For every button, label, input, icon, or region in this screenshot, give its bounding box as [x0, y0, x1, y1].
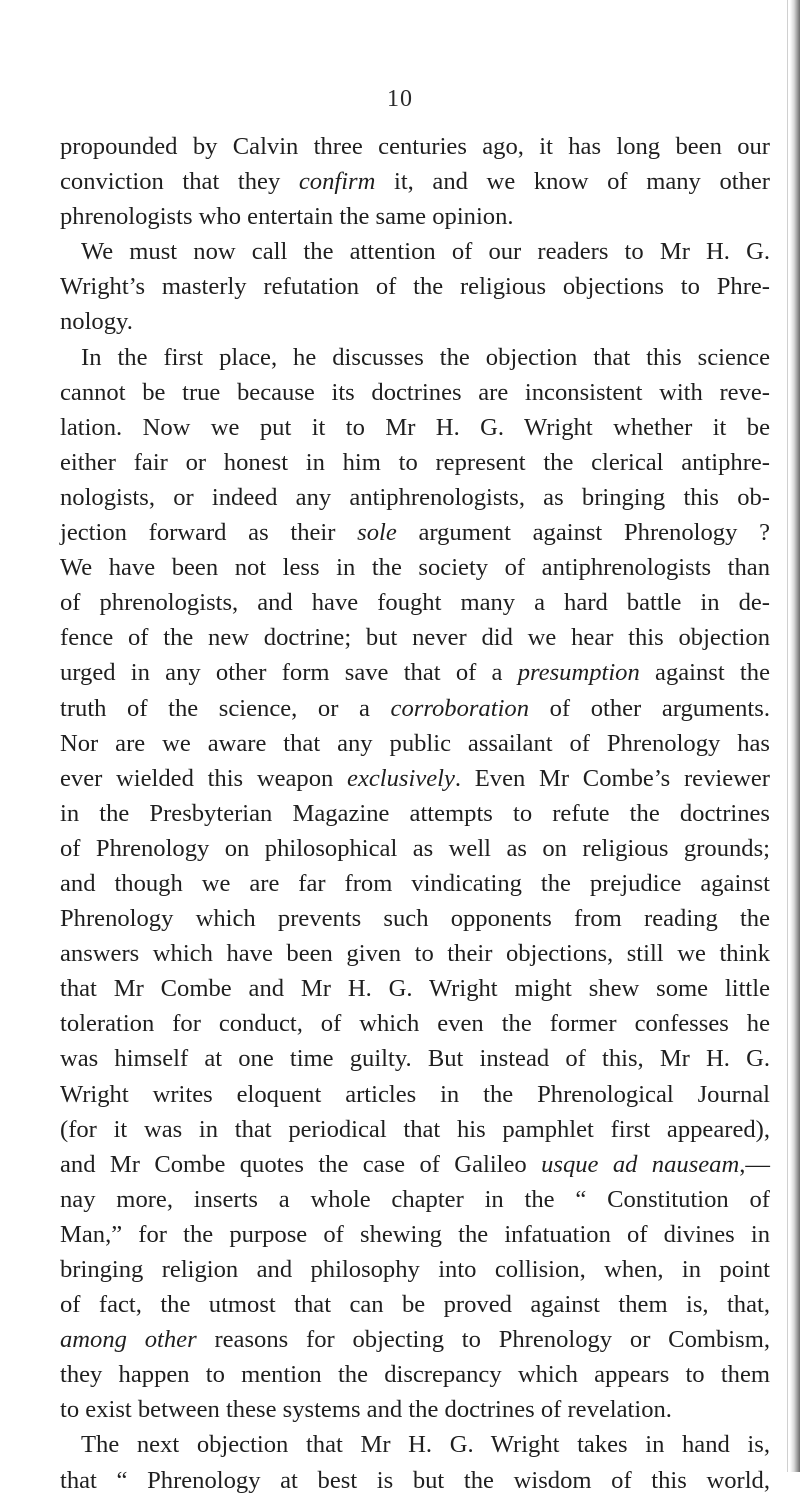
text-line: of phrenologists, and have fought many a hard battle in de-: [60, 589, 770, 617]
text-line: toleration for conduct, of which even the former confesses he: [60, 1010, 770, 1038]
text-line: answers which have been given to their objections, still we think: [60, 940, 770, 968]
italic-emphasis: sole: [357, 519, 397, 547]
text-line: Wright’s masterly refutation of the religious objections to Phre-: [60, 273, 770, 301]
text-line: and though we are far from vindicating the prejudice against: [60, 869, 770, 897]
text-line: was himself at one time guilty. But instead of this, Mr H. G.: [60, 1045, 770, 1073]
text-line: We must now call the attention of our readers to Mr H. G.: [81, 238, 770, 266]
text-line: The next objection that Mr H. G. Wright takes in hand is,: [81, 1431, 770, 1459]
text-line: Phrenology which prevents such opponents from reading the: [60, 905, 770, 933]
text-line: conviction that they confirm it, and we know of many other: [60, 168, 770, 196]
text-line: to exist between these systems and the doctrines of revelation.: [60, 1396, 672, 1424]
italic-emphasis: corroboration: [390, 694, 529, 722]
text-line: nology.: [60, 308, 133, 336]
text-line: among other reasons for objecting to Phrenology or Combism,: [60, 1326, 770, 1354]
text-line: nay more, inserts a whole chapter in the “ Constitution of: [60, 1185, 770, 1213]
text-line: propounded by Calvin three centuries ago, it has long been our: [60, 133, 770, 160]
text-line: phrenologists who entertain the same opinion.: [60, 203, 514, 231]
italic-emphasis: confirm: [298, 168, 376, 196]
text-line: that “ Phrenology at best is but the wisdom of this world,: [60, 1466, 770, 1494]
text-line: and Mr Combe quotes the case of Galileo usque ad nauseam,—: [60, 1150, 770, 1178]
italic-emphasis: presumption: [517, 659, 640, 687]
text-line: of Phrenology on philosophical as well as on religious grounds;: [60, 834, 770, 862]
italic-emphasis: exclusively: [347, 764, 455, 792]
text-line: that Mr Combe and Mr H. G. Wright might shew some little: [60, 975, 770, 1003]
text-line: Wright writes eloquent articles in the Phrenological Journal: [60, 1080, 770, 1108]
text-line: they happen to mention the discrepancy which appears to them: [60, 1361, 770, 1389]
text-line: In the first place, he discusses the objection that this science: [81, 343, 770, 371]
body-text: [60, 129, 770, 1498]
italic-emphasis: among other: [60, 1326, 197, 1354]
text-line: nologists, or indeed any antiphrenologists, as bringing this ob-: [60, 483, 770, 511]
page-edge-shadow-line: [787, 0, 788, 1472]
text-line: either fair or honest in him to represent the clerical antiphre-: [60, 448, 770, 476]
text-line: in the Presbyterian Magazine attempts to refute the doctrines: [60, 799, 770, 827]
text-line: We have been not less in the society of antiphrenologists than: [60, 554, 770, 582]
text-line: (for it was in that periodical that his pamphlet first appeared),: [60, 1115, 770, 1143]
text-line: jection forward as their sole argument against Phrenology ?: [60, 519, 770, 547]
text-line: fence of the new doctrine; but never did we hear this objection: [60, 624, 770, 652]
text-line: cannot be true because its doctrines are inconsistent with reve-: [60, 378, 770, 406]
text-line: of fact, the utmost that can be proved against them is, that,: [60, 1291, 770, 1319]
text-line: ever wielded this weapon exclusively. Even Mr Combe’s reviewer: [60, 764, 770, 792]
text-line: Man,” for the purpose of shewing the infatuation of divines in: [60, 1220, 770, 1248]
text-line: urged in any other form save that of a presumption against the: [60, 659, 770, 687]
text-line: Nor are we aware that any public assailant of Phrenology has: [60, 729, 770, 757]
text-line: lation. Now we put it to Mr H. G. Wright whether it be: [60, 413, 770, 441]
page-edge-shadow: [790, 0, 800, 1472]
text-line: bringing religion and philosophy into collision, when, in point: [60, 1256, 770, 1283]
italic-emphasis: usque ad nauseam: [541, 1150, 740, 1178]
page-number: 10: [387, 86, 413, 112]
text-line: truth of the science, or a corroboration of other arguments.: [60, 694, 770, 722]
